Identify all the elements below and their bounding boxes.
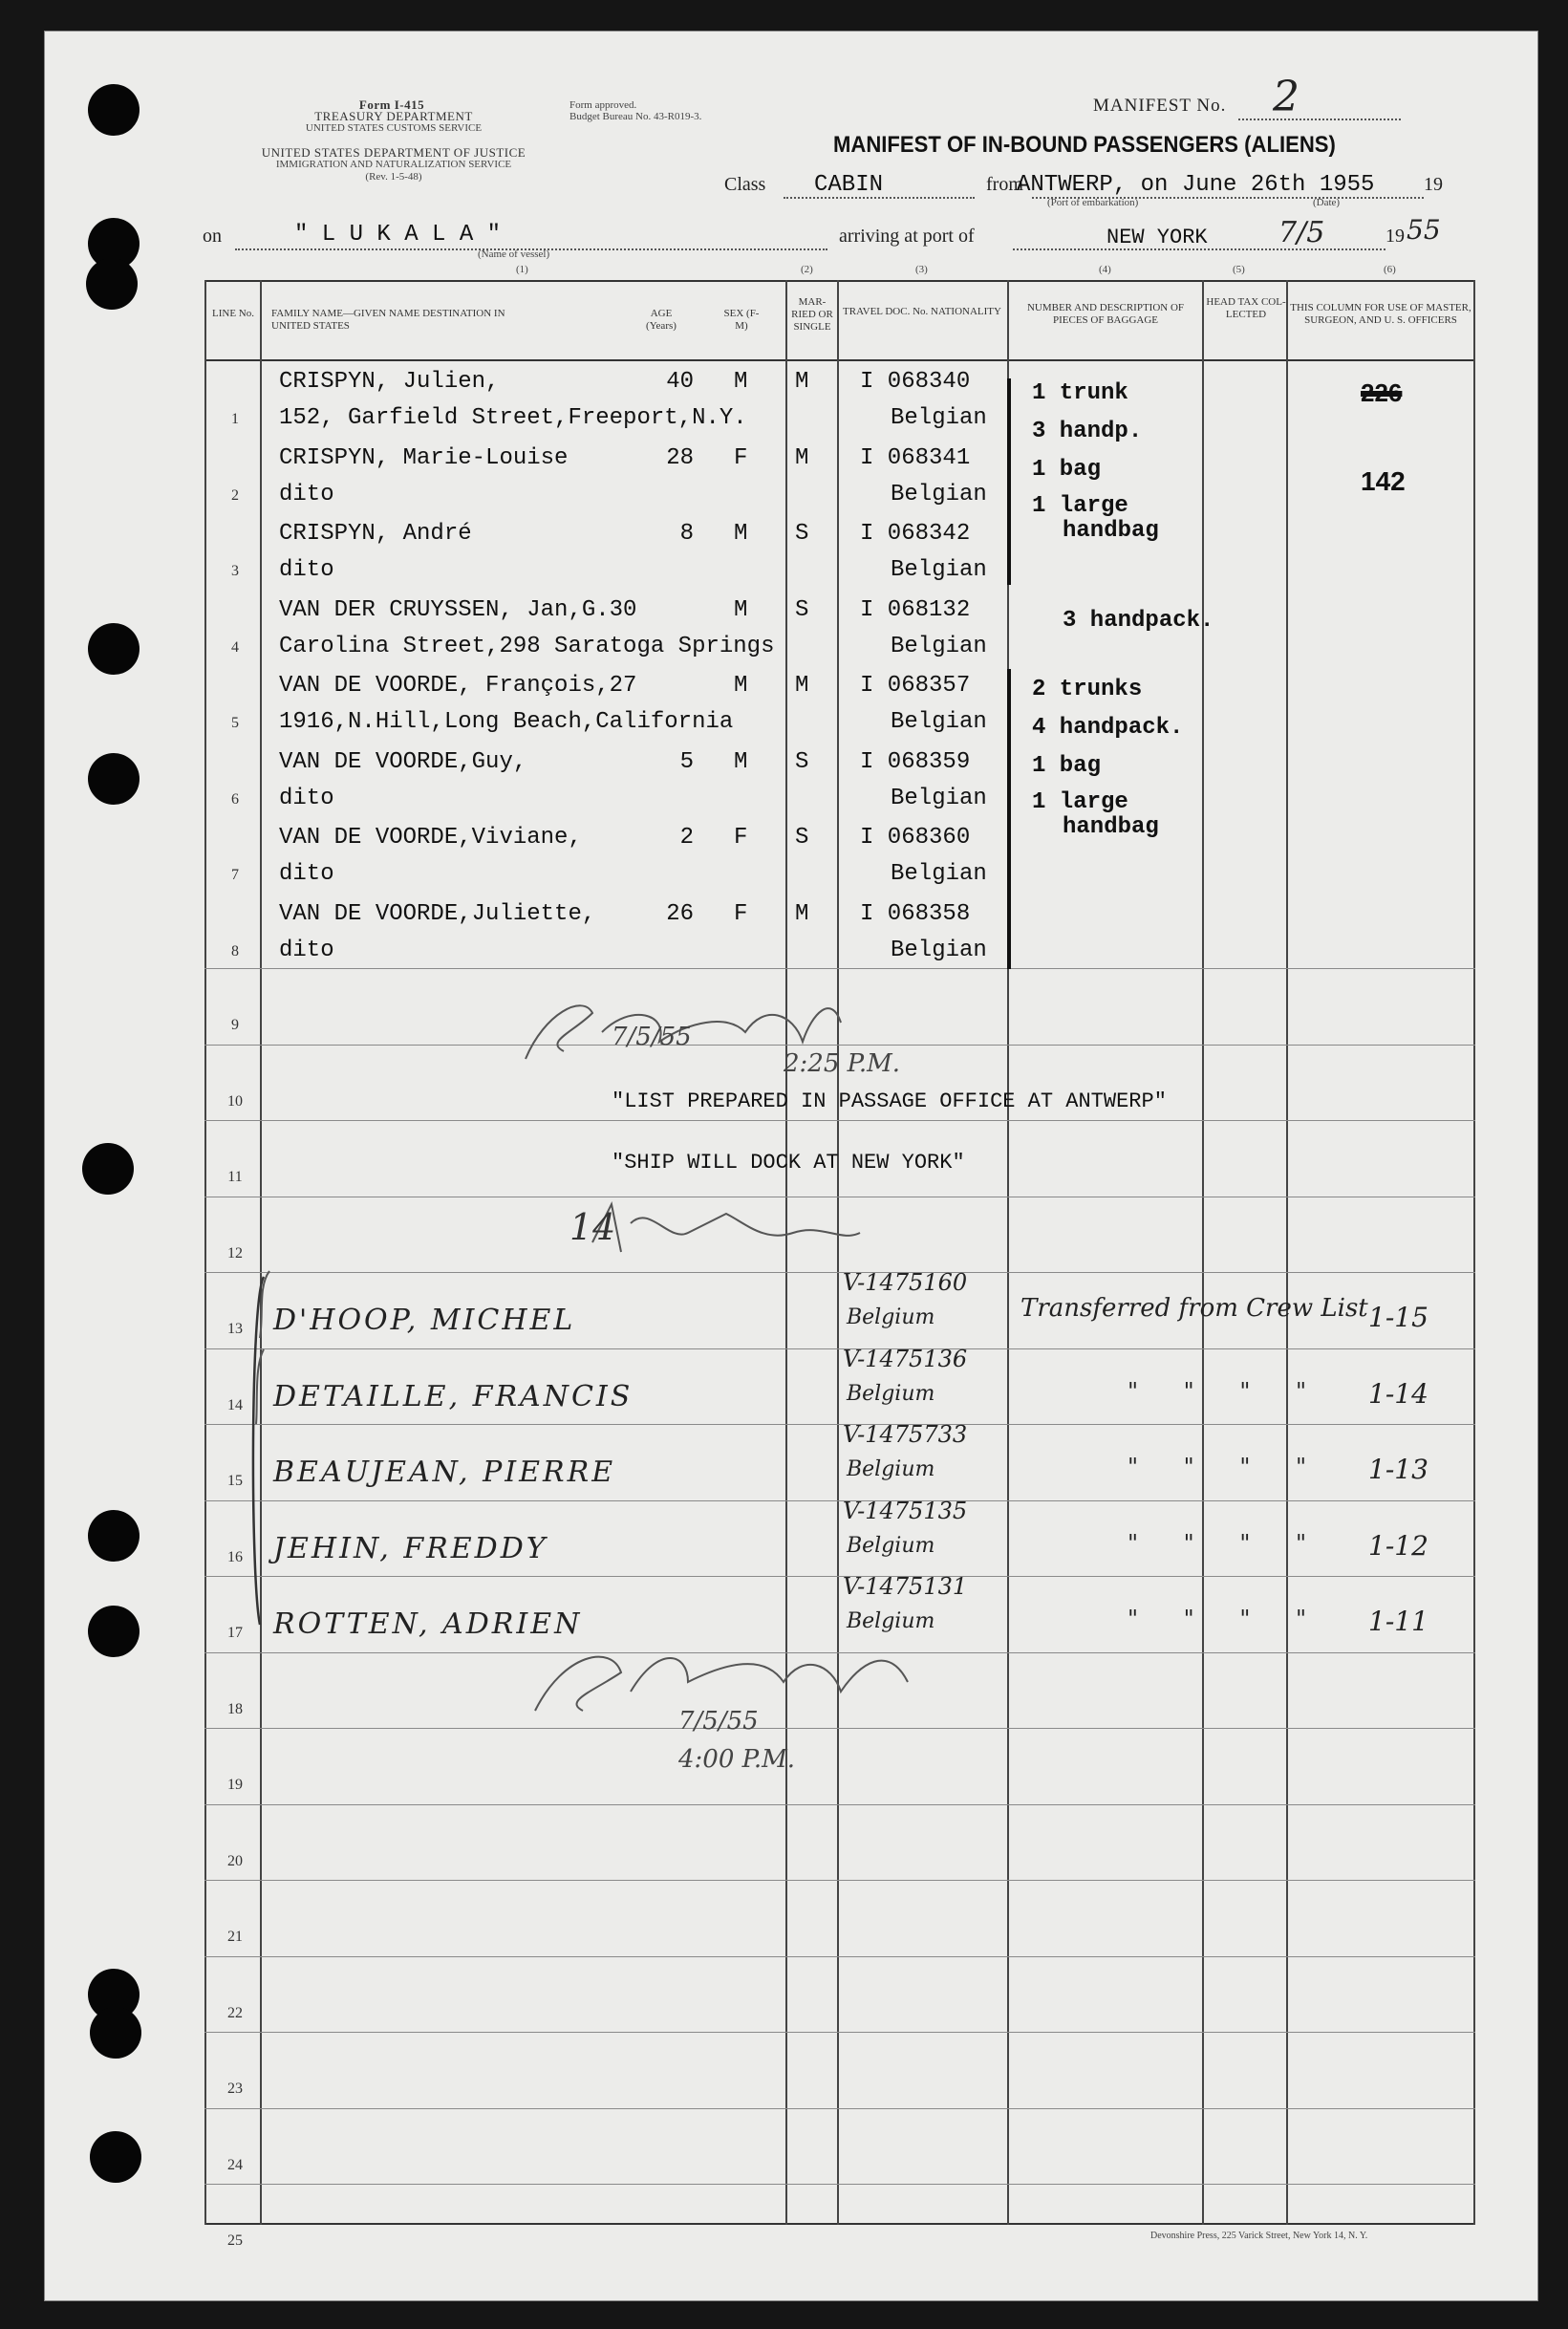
- passenger-nationality: Belgian: [891, 785, 987, 811]
- column-header-head-tax: HEAD TAX COL-LECTED: [1206, 296, 1286, 320]
- line-number: 18: [227, 1700, 243, 1717]
- vessel-name: " L U K A L A ": [294, 222, 502, 248]
- port-of-embarkation-caption: (Port of embarkation): [1047, 197, 1139, 208]
- passenger-age: 8: [679, 521, 694, 547]
- line-number: 5: [231, 715, 239, 731]
- passenger-marital-status: M: [795, 673, 809, 699]
- line-number: 25: [227, 2232, 243, 2249]
- column-header-married: MAR-RIED OR SINGLE: [791, 296, 833, 333]
- passenger-name: VAN DER CRUYSSEN, Jan,G.30: [279, 596, 637, 623]
- class-value: CABIN: [814, 172, 884, 198]
- signature-2: [535, 1657, 908, 1711]
- baggage-g2-1: 3 handpack.: [1063, 608, 1214, 634]
- passenger-sex: M: [734, 673, 748, 699]
- handwritten-travel-doc: V-1475136: [843, 1345, 968, 1372]
- handwritten-reference: 1-12: [1368, 1529, 1428, 1562]
- column-header-sex: SEX (F-M): [723, 308, 760, 332]
- form-number: Form I-415: [358, 97, 425, 112]
- passenger-sex: M: [734, 748, 748, 775]
- handwritten-name: JEHIN, FREDDY: [273, 1531, 548, 1565]
- passenger-travel-doc: I 068340: [860, 369, 971, 395]
- passenger-age: 28: [666, 444, 694, 471]
- revision-date: (Rev. 1-5-48): [365, 171, 422, 183]
- handwritten-travel-doc: V-1475135: [843, 1497, 968, 1524]
- handwritten-reference: 1-13: [1368, 1454, 1428, 1485]
- col-number-2: (2): [801, 264, 813, 275]
- col-number-4: (4): [1099, 264, 1111, 275]
- passenger-travel-doc: I 068360: [860, 825, 971, 851]
- line-number: 17: [227, 1625, 243, 1641]
- passenger-destination: Carolina Street,298 Saratoga Springs: [279, 633, 775, 659]
- handwritten-reference: 1-15: [1368, 1302, 1428, 1333]
- printer-credit: Devonshire Press, 225 Varick Street, New York 14, N. Y.: [1150, 2231, 1368, 2241]
- passenger-name: VAN DE VOORDE,Juliette,: [279, 900, 596, 927]
- line-number: 20: [227, 1852, 243, 1869]
- year-prefix: 19: [1424, 174, 1443, 195]
- immigration-service: IMMIGRATION AND NATURALIZATION SERVICE: [275, 159, 512, 170]
- passenger-nationality: Belgian: [891, 709, 987, 735]
- handwritten-reference: 1-11: [1368, 1606, 1428, 1637]
- transfer-brace: [253, 1277, 264, 1625]
- line-number: 22: [227, 2004, 243, 2021]
- budget-bureau: Budget Bureau No. 43-R019-3.: [569, 111, 702, 122]
- handwritten-nationality: Belgium: [847, 1305, 935, 1329]
- baggage-g1-1: 1 trunk: [1032, 380, 1128, 406]
- handwritten-nationality: Belgium: [847, 1381, 935, 1406]
- passenger-travel-doc: I 068359: [860, 748, 971, 775]
- customs-service: UNITED STATES CUSTOMS SERVICE: [305, 122, 483, 134]
- passenger-sex: F: [734, 900, 748, 927]
- passenger-nationality: Belgian: [891, 405, 987, 431]
- col-number-1: (1): [516, 264, 528, 275]
- line-number: 7: [231, 867, 239, 883]
- from-label: from: [986, 174, 1023, 195]
- passenger-travel-doc: I 068132: [860, 596, 971, 623]
- passenger-marital-status: M: [795, 369, 809, 395]
- crossed-out-number: 226: [1361, 378, 1403, 407]
- passenger-destination: 152, Garfield Street,Freeport,N.Y.: [279, 405, 747, 431]
- passenger-destination: dito: [279, 937, 334, 963]
- department-of-justice: UNITED STATES DEPARTMENT OF JUSTICE: [261, 145, 526, 160]
- class-label: Class: [724, 174, 766, 195]
- entry-bracket-14: [256, 1349, 264, 1424]
- line-number: 24: [227, 2156, 243, 2173]
- ditto-marks: " " " ": [1128, 1377, 1307, 1405]
- on-label: on: [203, 226, 222, 247]
- ship-dock-note: "SHIP WILL DOCK AT NEW YORK": [612, 1151, 965, 1175]
- handwritten-travel-doc: V-1475733: [843, 1421, 968, 1448]
- handwritten-travel-doc: V-1475160: [843, 1269, 968, 1296]
- passenger-travel-doc: I 068342: [860, 521, 971, 547]
- passenger-name: CRISPYN, André: [279, 521, 472, 547]
- passenger-nationality: Belgian: [891, 557, 987, 583]
- signature-2-date: 7/5/55: [678, 1707, 759, 1736]
- baggage-g1-4: 1 large: [1032, 493, 1128, 519]
- treasury-department: TREASURY DEPARTMENT: [314, 109, 473, 123]
- column-header-officers: THIS COLUMN FOR USE OF MASTER, SURGEON, AND U. S. OFFICERS: [1290, 302, 1471, 326]
- line-number: 9: [231, 1017, 239, 1033]
- col-number-3: (3): [915, 264, 928, 275]
- passenger-marital-status: S: [795, 521, 809, 547]
- manifest-number-label: MANIFEST No.: [1093, 96, 1227, 116]
- handwritten-travel-doc: V-1475131: [843, 1573, 968, 1600]
- arrival-year-prefix: 19: [1385, 226, 1405, 247]
- arrival-year: 55: [1407, 214, 1441, 246]
- handwritten-reference: 1-14: [1368, 1377, 1428, 1410]
- column-header-travel-doc: TRAVEL DOC. No. NATIONALITY: [843, 306, 1001, 317]
- column-header-line-no: LINE No.: [212, 308, 254, 319]
- passenger-sex: M: [734, 521, 748, 547]
- passenger-sex: M: [734, 596, 748, 623]
- passenger-nationality: Belgian: [891, 937, 987, 963]
- line-number: 2: [231, 486, 239, 504]
- line-number: 1: [231, 411, 239, 427]
- baggage-g3-3: 1 bag: [1032, 753, 1102, 779]
- baggage-g1-2: 3 handp.: [1032, 419, 1143, 444]
- passenger-destination: dito: [279, 861, 334, 887]
- arrival-port: NEW YORK: [1106, 226, 1208, 249]
- line-number: 3: [231, 563, 239, 579]
- arrival-date: 7/5: [1278, 216, 1325, 249]
- column-header-name: FAMILY NAME—GIVEN NAME DESTINATION IN UNITED STATES: [271, 308, 505, 332]
- passenger-marital-status: S: [795, 596, 809, 623]
- column-header-baggage: NUMBER AND DESCRIPTION OF PIECES OF BAGGAGE: [1026, 302, 1185, 326]
- signature-2-time: 4:00 P.M.: [678, 1745, 796, 1774]
- passenger-travel-doc: I 068358: [860, 900, 971, 927]
- ditto-marks: " " " ": [1128, 1606, 1307, 1632]
- passenger-destination: dito: [279, 481, 334, 507]
- form-approved: Form approved.: [569, 99, 637, 111]
- baggage-g3-4: 1 large: [1032, 789, 1128, 815]
- line-number: 15: [227, 1473, 243, 1489]
- line-number: 8: [231, 942, 239, 960]
- col-number-5: (5): [1233, 264, 1245, 275]
- passenger-sex: F: [734, 444, 748, 471]
- baggage-g1-3: 1 bag: [1032, 457, 1102, 483]
- manifest-number: 2: [1273, 73, 1300, 121]
- passenger-destination: dito: [279, 557, 334, 583]
- baggage-g3-5: handbag: [1063, 814, 1159, 840]
- date-caption: (Date): [1313, 197, 1341, 208]
- handwritten-nationality: Belgium: [847, 1457, 935, 1481]
- passenger-nationality: Belgian: [891, 633, 987, 659]
- passenger-marital-status: S: [795, 825, 809, 851]
- handwritten-nationality: Belgium: [847, 1609, 935, 1633]
- passenger-marital-status: S: [795, 748, 809, 775]
- handwritten-name: BEAUJEAN, PIERRE: [273, 1456, 616, 1489]
- passenger-marital-status: M: [795, 444, 809, 471]
- baggage-g3-1: 2 trunks: [1032, 677, 1143, 702]
- passenger-nationality: Belgian: [891, 481, 987, 507]
- line-number: 16: [227, 1548, 243, 1565]
- passenger-travel-doc: I 068341: [860, 444, 971, 471]
- passenger-age: 26: [666, 900, 694, 927]
- passenger-age: 40: [666, 369, 694, 395]
- handwritten-name: DETAILLE, FRANCIS: [273, 1379, 634, 1413]
- baggage-g3-2: 4 handpack.: [1032, 715, 1184, 741]
- embarkation-and-date: ANTWERP, on June 26th 1955: [1017, 172, 1375, 198]
- signature-1-time: 2:25 P.M.: [784, 1049, 901, 1078]
- passenger-marital-status: M: [795, 900, 809, 927]
- list-prepared-note: "LIST PREPARED IN PASSAGE OFFICE AT ANTWERP": [612, 1089, 1167, 1113]
- passenger-travel-doc: I 068357: [860, 673, 971, 699]
- vessel-name-caption: (Name of vessel): [478, 248, 550, 260]
- passenger-name: VAN DE VOORDE,Guy,: [279, 748, 527, 775]
- line-number: 21: [227, 1929, 243, 1945]
- handwritten-14: 14: [569, 1206, 616, 1248]
- handwritten-nationality: Belgium: [847, 1533, 935, 1558]
- passenger-age: 5: [679, 748, 694, 775]
- line-number: 10: [227, 1092, 243, 1110]
- transfer-note: Transferred from Crew List: [1020, 1294, 1368, 1323]
- handwritten-name: ROTTEN, ADRIEN: [273, 1607, 583, 1641]
- line-number: 14: [227, 1396, 243, 1413]
- manifest-title: MANIFEST OF IN-BOUND PASSENGERS (ALIENS): [833, 132, 1336, 158]
- passenger-name: CRISPYN, Marie-Louise: [279, 444, 569, 471]
- passenger-name: VAN DE VOORDE, François,27: [279, 673, 637, 699]
- ditto-marks: " " " ": [1128, 1529, 1307, 1557]
- line-number: 6: [231, 790, 239, 808]
- line-number: 11: [227, 1169, 243, 1185]
- handwritten-name: D'HOOP, MICHEL: [273, 1304, 576, 1337]
- passenger-sex: F: [734, 825, 748, 851]
- passenger-name: CRISPYN, Julien,: [279, 369, 500, 395]
- line-number: 4: [231, 638, 239, 656]
- col-number-6: (6): [1384, 264, 1396, 275]
- line-number: 12: [227, 1244, 243, 1262]
- passenger-nationality: Belgian: [891, 861, 987, 887]
- passenger-destination: 1916,N.Hill,Long Beach,California: [279, 709, 734, 735]
- passenger-name: VAN DE VOORDE,Viviane,: [279, 825, 582, 851]
- baggage-g1-5: handbag: [1063, 518, 1159, 544]
- arriving-label: arriving at port of: [839, 226, 975, 247]
- ditto-marks: " " " ": [1128, 1454, 1307, 1480]
- passenger-age: 2: [679, 825, 694, 851]
- line-number: 23: [227, 2081, 243, 2097]
- line-number: 13: [227, 1321, 243, 1337]
- line-number: 19: [227, 1777, 243, 1793]
- column-header-age: AGE (Years): [646, 308, 677, 332]
- mark-14-scribble: [592, 1204, 860, 1252]
- passenger-sex: M: [734, 369, 748, 395]
- passenger-destination: dito: [279, 785, 334, 811]
- officer-number: 142: [1361, 466, 1406, 496]
- signature-1-date: 7/5/55: [612, 1023, 692, 1051]
